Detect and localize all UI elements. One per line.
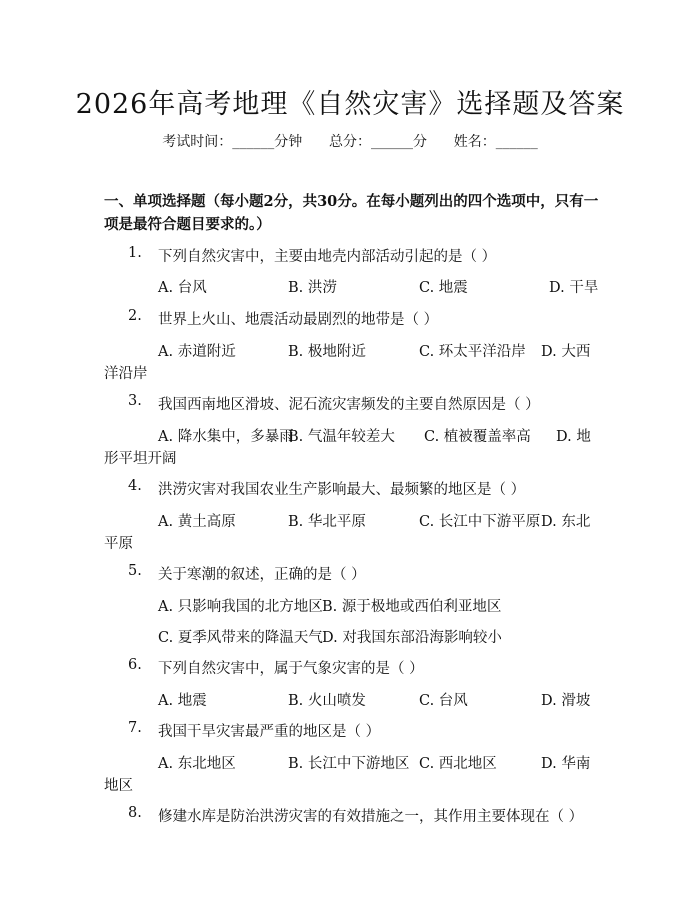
option-b: B. 极地附近 [288,344,366,360]
option-c: C. 西北地区 [419,756,497,772]
option-d-continued: 洋沿岸 [104,366,148,382]
question-number: 4. [128,478,142,494]
question-stem: 关于寒潮的叙述，正确的是（ ） [158,567,366,583]
option-d: D. 地 [556,429,591,445]
section-heading: 一、单项选择题（每小题2分，共30分。在每小题列出的四个选项中，只有一项是最符合题目要求的。） [104,193,599,233]
option-d-continued: 平原 [104,536,133,552]
option-b: B. 源于极地或西伯利亚地区 [322,599,502,615]
option-a: A. 地震 [158,693,207,709]
option-b: B. 火山喷发 [288,693,366,709]
option-d: D. 华南 [541,756,591,772]
question-number: 2. [128,308,142,324]
question-number: 6. [128,657,142,673]
question-stem: 我国西南地区滑坡、泥石流灾害频发的主要自然原因是（ ） [158,397,540,413]
page-title: 2026年高考地理《自然灾害》选择题及答案 [75,89,625,120]
option-a: A. 东北地区 [158,756,236,772]
question-stem: 下列自然灾害中，属于气象灾害的是（ ） [158,661,424,677]
option-c: C. 长江中下游平原 [419,514,541,530]
option-d: D. 干旱 [549,280,599,296]
question-stem: 下列自然灾害中，主要由地壳内部活动引起的是（ ） [158,249,497,265]
option-d-continued: 地区 [104,778,133,794]
option-d: D. 对我国东部沿海影响较小 [322,630,502,646]
option-d: D. 东北 [541,514,591,530]
question-number: 8. [128,805,142,821]
option-a: A. 只影响我国的北方地区 [158,599,323,615]
option-c: C. 台风 [419,693,468,709]
option-a: A. 赤道附近 [158,344,236,360]
option-b: B. 洪涝 [288,280,337,296]
question-number: 7. [128,720,142,736]
question-stem: 洪涝灾害对我国农业生产影响最大、最频繁的地区是（ ） [158,482,526,498]
question-number: 3. [128,393,142,409]
option-a: A. 降水集中，多暴雨 [158,429,294,445]
option-d: D. 滑坡 [541,693,591,709]
option-c: C. 夏季风带来的降温天气 [158,630,323,646]
question-number: 5. [128,563,142,579]
option-c: C. 地震 [419,280,468,296]
question-stem: 修建水库是防治洪涝灾害的有效措施之一，其作用主要体现在（ ） [158,809,584,825]
option-b: B. 华北平原 [288,514,366,530]
question-stem: 我国干旱灾害最严重的地区是（ ） [158,724,381,740]
option-d: D. 大西 [541,344,591,360]
option-c: C. 环太平洋沿岸 [419,344,526,360]
question-stem: 世界上火山、地震活动最剧烈的地带是（ ） [158,312,439,328]
option-d-continued: 形平坦开阔 [104,451,177,467]
exam-meta-line: 考试时间：______分钟 总分：______分 姓名：______ [162,134,538,150]
question-number: 1. [128,245,142,261]
option-c: C. 植被覆盖率高 [424,429,531,445]
option-a: A. 黄土高原 [158,514,236,530]
option-b: B. 气温年较差大 [288,429,395,445]
option-a: A. 台风 [158,280,207,296]
option-b: B. 长江中下游地区 [288,756,410,772]
